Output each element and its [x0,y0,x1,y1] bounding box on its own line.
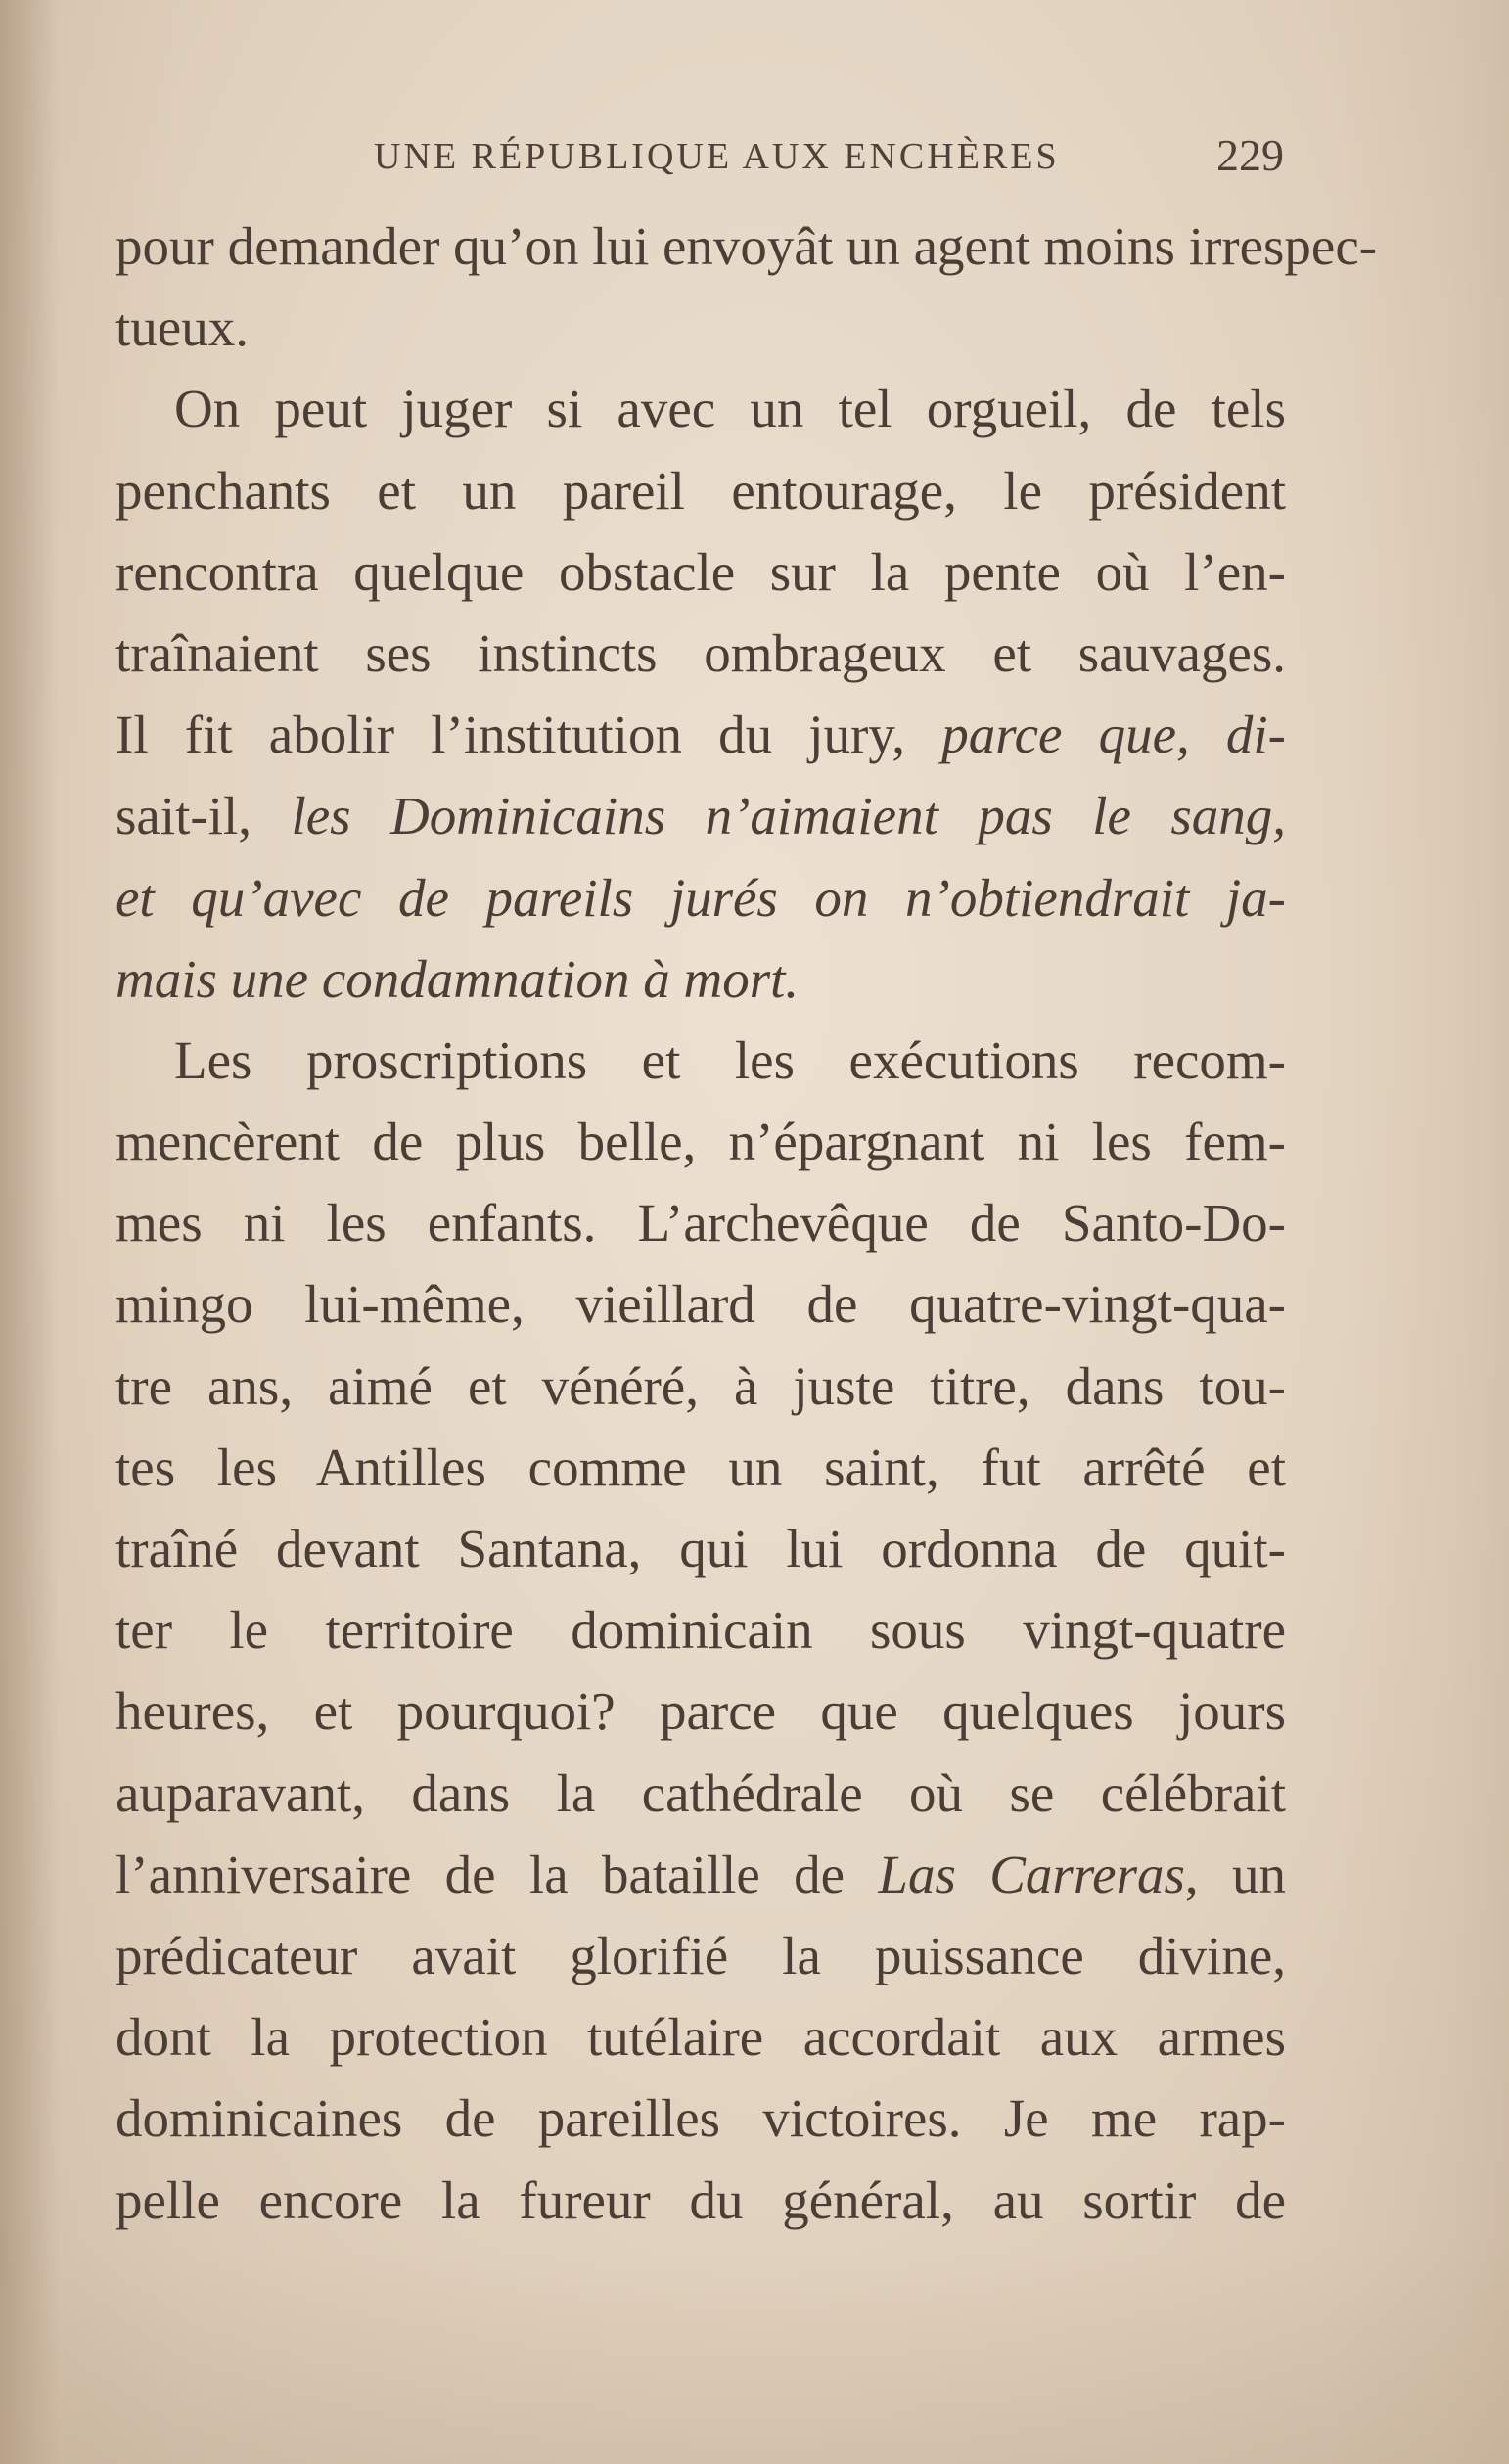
text-line: auparavant, dans la cathédrale où se célébrait [115,1762,1286,1823]
text-line: rencontra quelque obstacle sur la pente où l’en- [115,541,1286,602]
text-line: dont la protection tutélaire accordait aux armes [115,2007,1286,2068]
text-line: tueux. [115,297,249,358]
text-line: mingo lui-même, vieillard de quatre-vingt-qua- [115,1274,1286,1335]
text-line: tes les Antilles comme un saint, fut arrêté et [115,1437,1286,1497]
bottom-shade [0,2249,1509,2464]
text-line: mencèrent de plus belle, n’épargnant ni les fem- [115,1112,1286,1172]
gutter-shadow [0,0,59,2464]
text-segment: l’anniversaire de la bataille de [115,1844,879,1904]
text-line: penchants et un pareil entourage, le président [115,460,1286,521]
text-line: mais une condamnation à mort. [115,948,800,1009]
running-head-title: UNE RÉPUBLIQUE AUX ENCHÈRES [374,136,1060,177]
text-line: dominicaines de pareilles victoires. Je me rap- [115,2088,1286,2149]
text-segment: sait-il, [115,786,292,846]
text-segment: , un [1184,1844,1286,1904]
text-line: traîné devant Santana, qui lui ordonna de quit- [115,1519,1286,1578]
text-line: ter le territoire dominicain sous vingt-quatre [115,1600,1286,1661]
italic-segment: les Dominicains n’aimaient pas le sang, [291,786,1286,846]
text-line: tre ans, aimé et vénéré, à juste titre, dans tou- [115,1355,1286,1416]
text-line: pour demander qu’on lui envoyât un agent moins irrespec- [115,216,1378,276]
text-line: traînaient ses instincts ombrageux et sauvages. [115,622,1286,683]
italic-segment: Las Carreras [878,1844,1185,1904]
text-line: mes ni les enfants. L’archevêque de Santo-Do- [115,1193,1286,1254]
text-segment: Il fit abolir l’institution du jury, [115,705,942,765]
text-line: prédicateur avait glorifié la puissance divine, [115,1925,1286,1985]
italic-segment: parce que, di- [941,705,1286,765]
text-line [115,694,1286,775]
text-line: pelle encore la fureur du général, au sortir de [115,2169,1286,2230]
body-text [115,205,1378,2241]
text-line: heures, et pourquoi? parce que quelques jours [115,1681,1286,1742]
page-number: 229 [1216,130,1284,180]
text-line: On peut juger si avec un tel orgueil, de tels [174,379,1286,439]
text-line [115,1834,1286,1915]
text-line: et qu’avec de pareils jurés on n’obtiendrait ja- [115,867,1286,928]
text-line: Les proscriptions et les exécutions recom- [174,1029,1286,1090]
running-head [117,117,1284,196]
text-line [115,775,1286,856]
